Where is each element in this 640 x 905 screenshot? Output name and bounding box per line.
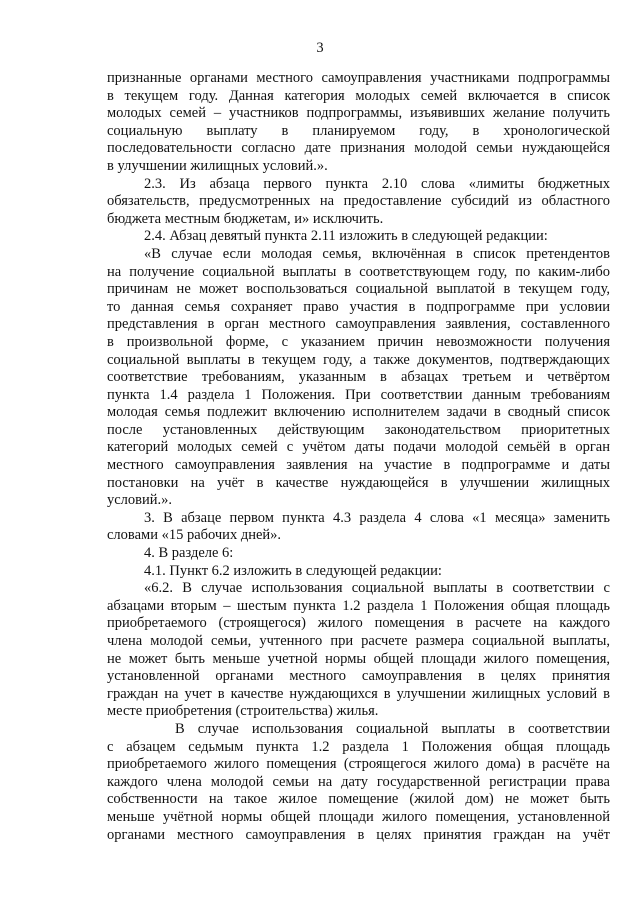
text-line: «6.2. В случае использования социальной выплаты в соответствии с: [144, 580, 610, 597]
text-line: 4.1. Пункт 6.2 изложить в следующей редакции:: [144, 562, 442, 579]
text-line: представления в орган местного самоуправления заявления, составленного: [107, 316, 610, 333]
text-line: абзацами вторым – шестым пункта 1.2 раздела 1 Положения общая площадь: [107, 597, 610, 614]
text-line: социальную выплату в планируемом году, в хронологической: [107, 122, 610, 139]
text-line: установленной органами местного самоуправления в целях принятия: [107, 668, 610, 685]
text-line: приобретаемого жилого помещения (строящегося жилого дома) в расчёте на: [107, 756, 610, 773]
text-line: не может быть меньше учетной нормы общей площади жилого помещения,: [107, 650, 610, 667]
text-line: после установленных действующим законодательством приоритетных: [107, 421, 610, 438]
text-line: постановки на учёт в качестве нуждающейся в улучшении жилищных: [107, 474, 610, 491]
text-line: с абзацем седьмым пункта 1.2 раздела 1 Положения общая площадь: [107, 738, 610, 755]
text-line: социальной выплаты в текущем году, а также документов, подтверждающих: [107, 351, 610, 368]
text-line: последовательности согласно дате признания молодой семьи нуждающейся: [107, 140, 610, 157]
text-line: приобретаемого (строящегося) жилого помещения в расчете на каждого: [107, 615, 610, 632]
text-line: молодая семья подлежит включению исполнителем задачи в сводный список: [107, 404, 610, 421]
text-line: меньше учётной нормы общей площади жилого помещения, установленной: [107, 808, 610, 825]
text-line: молодых семей – участников подпрограммы, изъявивших желание получить: [107, 105, 610, 122]
text-line: в текущем году. Данная категория молодых семей включается в список: [107, 87, 610, 104]
text-line: в улучшении жилищных условий.».: [107, 157, 328, 174]
text-line: словами «15 рабочих дней».: [107, 527, 282, 544]
text-line: местного самоуправления заявления на участие в подпрограмме и даты: [107, 457, 610, 474]
text-line: «В случае если молодая семья, включённая в список претендентов: [144, 245, 610, 262]
text-line: 2.3. Из абзаца первого пункта 2.10 слова «лимиты бюджетных: [144, 175, 610, 192]
text-line: граждан на учет в качестве нуждающихся в улучшении жилищных условий в: [107, 685, 610, 702]
text-line: 4. В разделе 6:: [144, 545, 234, 562]
text-line: условий.».: [107, 492, 173, 509]
text-line: 3. В абзаце первом пункта 4.3 раздела 4 слова «1 месяца» заменить: [144, 509, 610, 526]
text-line: категорий молодых семей с учётом даты подачи молодой семьёй в орган: [107, 439, 610, 456]
text-line: члена молодой семьи, учтенного при расчете размера социальной выплаты,: [107, 633, 610, 649]
text-line: собственности на такое жилое помещение (жилой дом) не может быть: [107, 791, 610, 808]
text-line: каждого члена молодой семьи на дату государственной регистрации права: [107, 773, 610, 790]
text-line: 2.4. Абзац девятый пункта 2.11 изложить в следующей редакции:: [144, 228, 548, 245]
text-line: В случае использования социальной выплаты в соответствии: [175, 720, 610, 737]
page-number: 3: [316, 40, 324, 56]
text-line: признанные органами местного самоуправления участниками подпрограммы: [107, 70, 610, 86]
text-line: месте приобретения (строительства) жилья.: [107, 703, 379, 720]
text-line: то данная семья сохраняет право участия в подпрограмме при условии: [107, 298, 610, 315]
text-line: причинам не может воспользоваться социальной выплатой в текущем году,: [107, 281, 610, 298]
text-line: соответствие требованиям, указанным в абзацах третьем и четвёртом: [107, 369, 610, 386]
text-line: бюджета местным бюджетам, и» исключить.: [107, 210, 384, 227]
document-body: [107, 70, 610, 844]
text-line: на получение социальной выплаты в соответствующем году, по каким-либо: [107, 263, 610, 280]
text-line: пункта 1.4 раздела 1 Положения. При соответствии данным требованиям: [107, 386, 610, 403]
text-line: в произвольной форме, с указанием причин невозможности получения: [107, 333, 610, 350]
text-line: обязательств, предусмотренных на предоставление субсидий из областного: [107, 193, 610, 210]
text-line: органами местного самоуправления в целях принятия граждан на учёт: [107, 826, 610, 843]
